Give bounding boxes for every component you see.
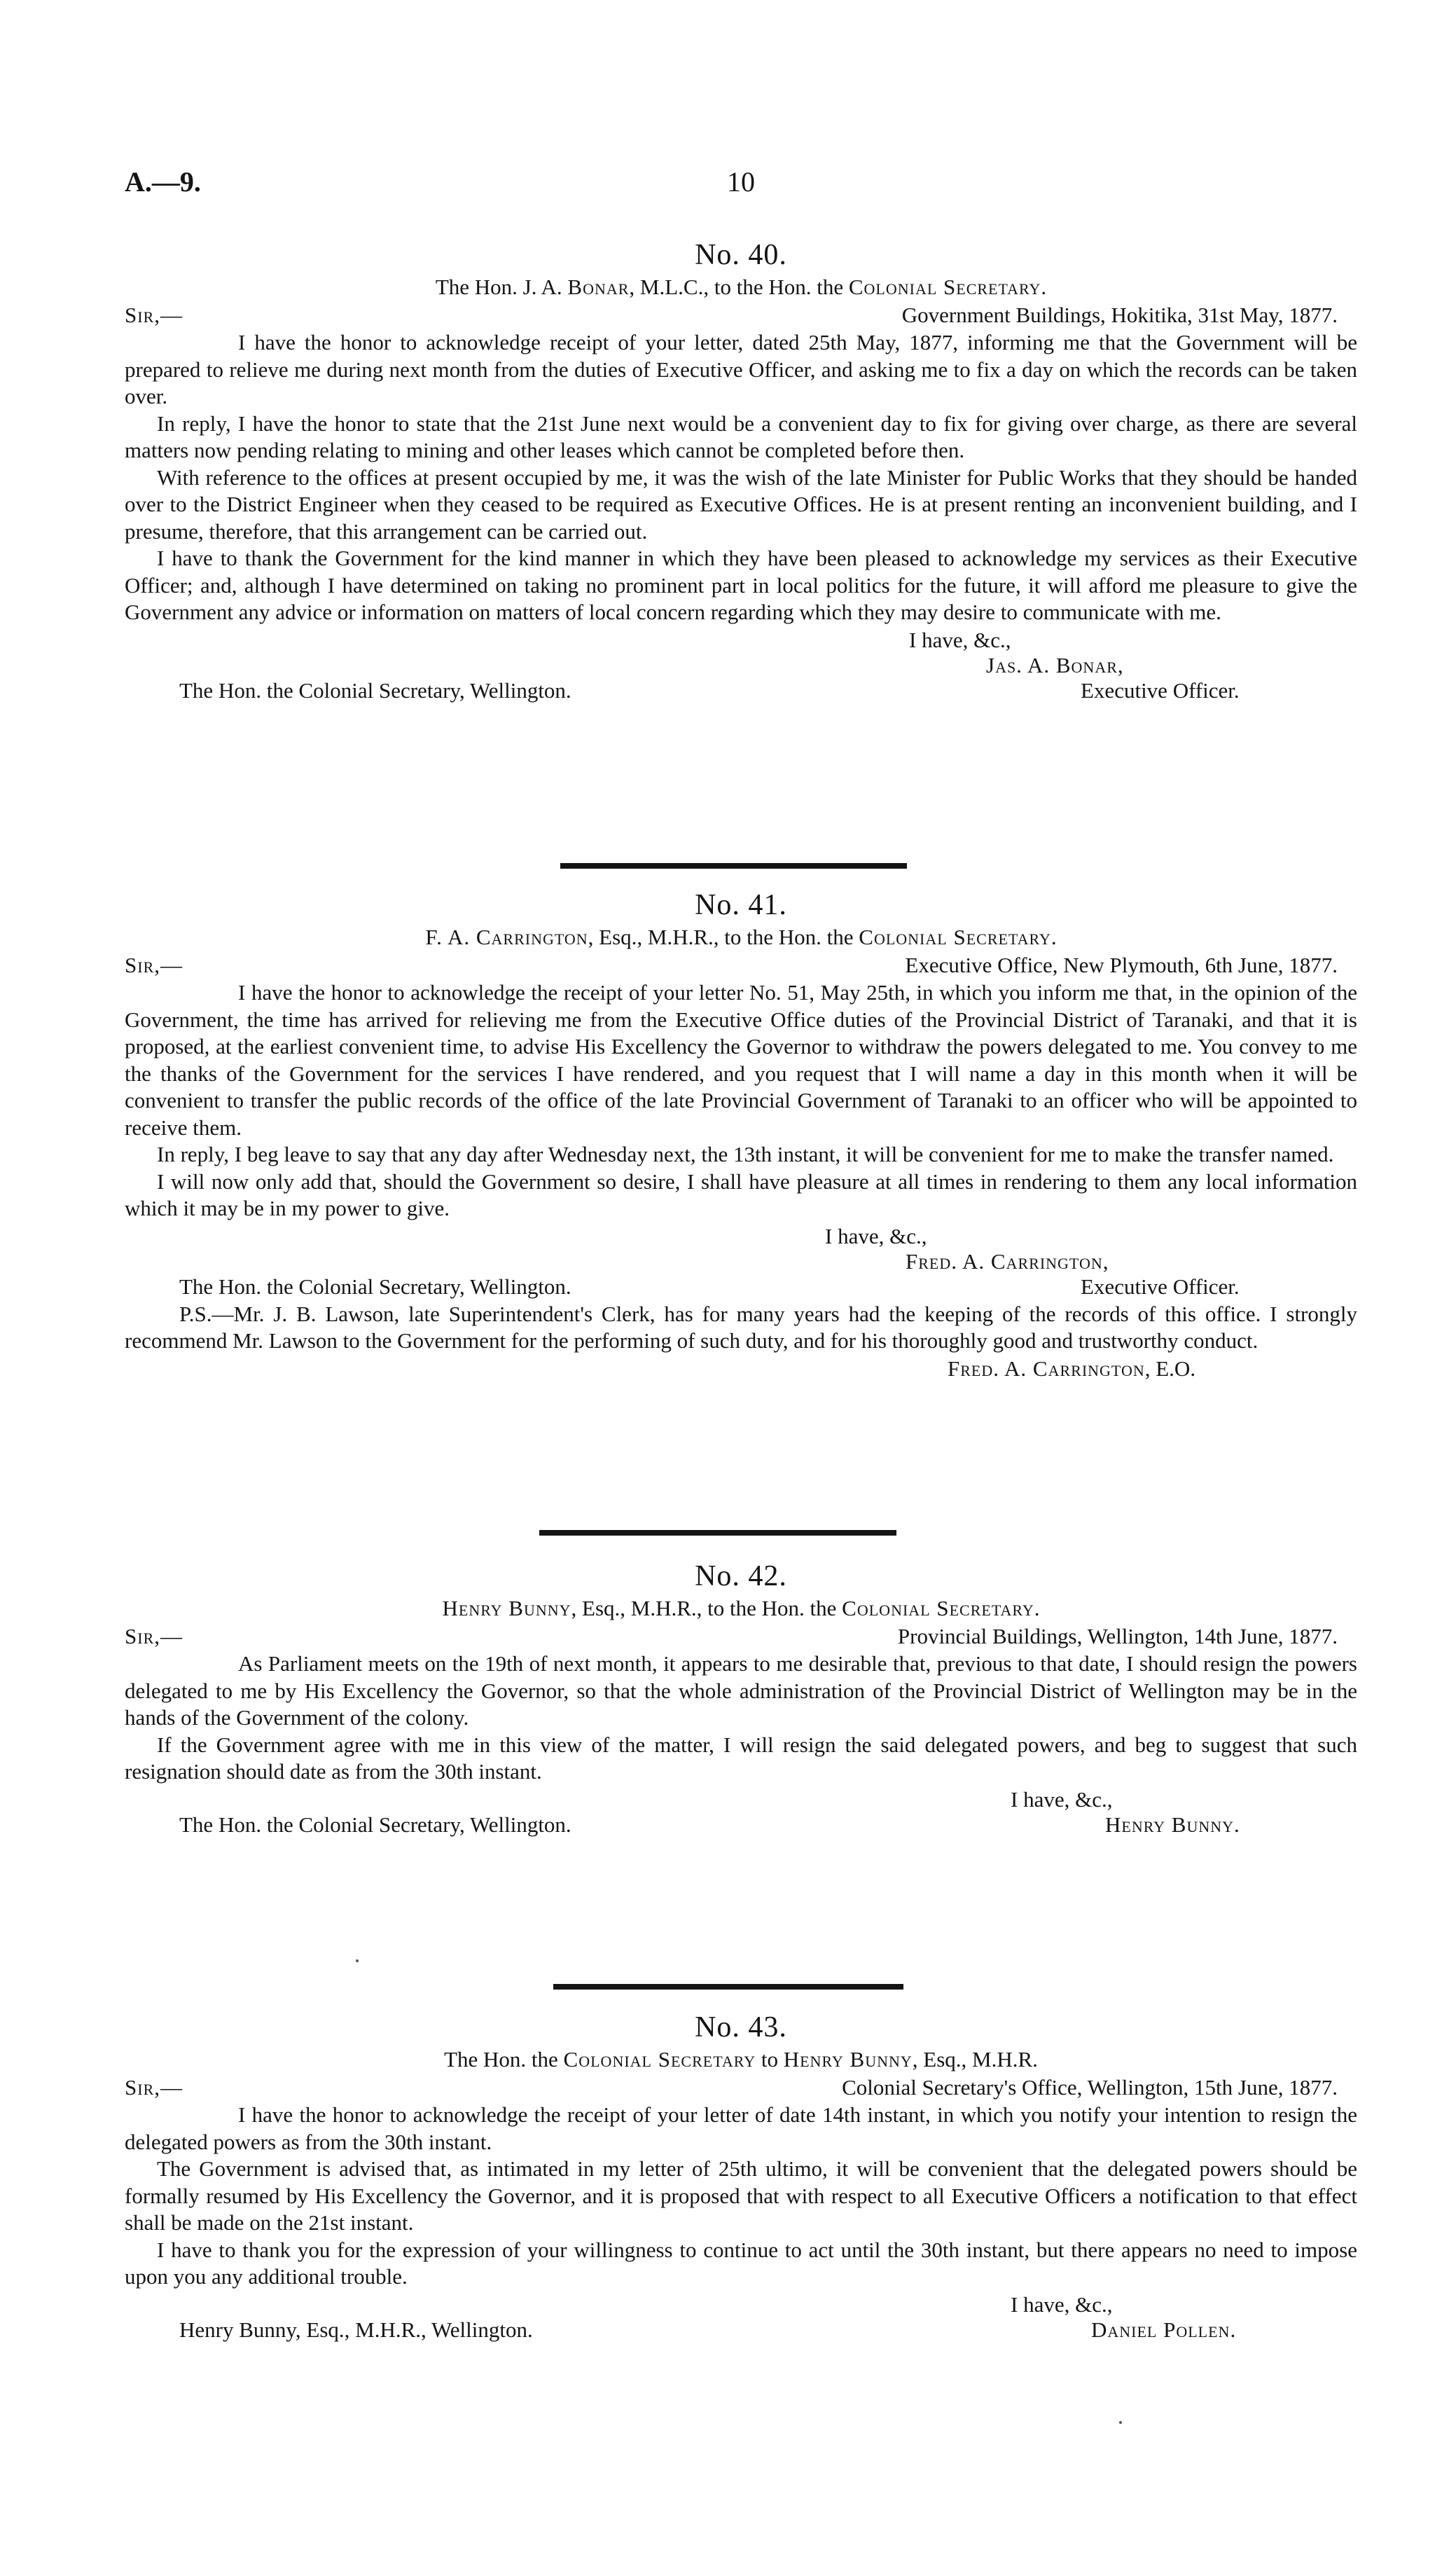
- letter-number: No. 40.: [695, 239, 787, 271]
- postscript: P.S.—Mr. J. B. Lawson, late Superintendent's Clerk, has for many years had the keeping of the records of this office. I strongly recommend Mr. Lawson to the Government for the performing of such duty, and for his thoroughly good and trustworthy conduct.: [125, 1301, 1357, 1353]
- print-speck: [356, 1959, 359, 1962]
- place-date: Executive Office, New Plymouth, 6th June, 1877.: [905, 953, 1338, 977]
- page-number: 10: [727, 166, 755, 198]
- letter-number: No. 43.: [695, 2011, 787, 2043]
- paragraph: In reply, I have the honor to state that the 21st June next would be a convenient day to fix for giving over charge, as there are several matters now pending relating to mining and other leases which cannot be completed before then.: [125, 411, 1357, 462]
- section-divider: [553, 1984, 903, 1990]
- paragraph: As Parliament meets on the 19th of next month, it appears to me desirable that, previous to that date, I should resign the powers delegated to me by His Excellency the Governor, so that the whole administration of the Provincial District of Wellington may be in the hands of the Government of the colony.: [125, 1651, 1357, 1730]
- letter-heading: The Hon. J. A. Bonar, M.L.C., to the Hon. the Colonial Secretary.: [435, 275, 1047, 299]
- place-date: Provincial Buildings, Wellington, 14th June, 1877.: [897, 1624, 1338, 1648]
- salutation: Sir,—: [125, 303, 183, 327]
- page-header: [125, 165, 1357, 207]
- signer-title: Executive Officer.: [1081, 677, 1240, 703]
- paragraph: I have to thank you for the expression of your willingness to continue to act until the 30th instant, but there appears no need to impose upon you any additional trouble.: [125, 2237, 1357, 2289]
- letter-42: [125, 1558, 1357, 1839]
- paragraph: I have to thank the Government for the kind manner in which they have been pleased to acknowledge my services as their Executive Officer; and, although I have determined on taking no prominent part in local politics for the future, it will afford me pleasure to give the Government any advice or information on matters of local concern regarding which they may desire to communicate with me.: [125, 546, 1357, 624]
- page-reference: A.—9.: [125, 166, 201, 198]
- salutation: Sir,—: [125, 953, 183, 977]
- paragraph: If the Government agree with me in this view of the matter, I will resign the said delegated powers, and beg to suggest that such resignation should date as from the 30th instant.: [125, 1732, 1357, 1784]
- signature: Fred. A. Carrington,: [906, 1248, 1109, 1274]
- paragraph: The Government is advised that, as intimated in my letter of 25th ultimo, it will be convenient that the delegated powers should be formally resumed by His Excellency the Governor, and it is proposed that with respect to all Executive Officers a notification to that effect shall be made on the 21st instant.: [125, 2156, 1357, 2235]
- salutation-row: [125, 2074, 1357, 2102]
- salutation: Sir,—: [125, 2075, 183, 2100]
- paragraph: I have the honor to acknowledge the receipt of your letter of date 14th instant, in which you notify your intention to resign the delegated powers as from the 30th instant.: [125, 2102, 1357, 2154]
- print-speck: [1119, 2421, 1122, 2424]
- paragraph: I will now only add that, should the Government so desire, I shall have pleasure at all times in rendering to them any local information which it may be in my power to give.: [125, 1169, 1357, 1220]
- letter-number: No. 41.: [695, 889, 787, 921]
- addressee: The Hon. the Colonial Secretary, Wellington.: [179, 677, 571, 703]
- letter-40: [125, 237, 1357, 705]
- paragraph: With reference to the offices at present occupied by me, it was the wish of the late Minister for Public Works that they should be handed over to the District Engineer when they ceased to be required as Executive Offices. He is at present renting an inconvenient building, and I presume, therefore, that this arrangement can be carried out.: [125, 464, 1357, 544]
- letter-number: No. 42.: [695, 1560, 787, 1592]
- place-date: Colonial Secretary's Office, Wellington, 15th June, 1877.: [842, 2075, 1338, 2100]
- letter-43: [125, 2009, 1357, 2344]
- addressee: The Hon. the Colonial Secretary, Wellington.: [179, 1274, 571, 1299]
- closing: I have, &c.,: [825, 1223, 927, 1248]
- letter-heading: Henry Bunny, Esq., M.H.R., to the Hon. the Colonial Secretary.: [442, 1596, 1040, 1620]
- closing: I have, &c.,: [1011, 2291, 1113, 2317]
- place-date: Government Buildings, Hokitika, 31st May, 1877.: [901, 303, 1338, 327]
- addressee: The Hon. the Colonial Secretary, Wellington.: [179, 1812, 571, 1837]
- salutation-row: [125, 1622, 1357, 1650]
- signer-title: Executive Officer.: [1081, 1274, 1240, 1299]
- salutation-row: [125, 951, 1357, 979]
- letter-heading: F. A. Carrington, Esq., M.H.R., to the Hon. the Colonial Secretary.: [425, 925, 1057, 949]
- signature: Jas. A. Bonar,: [986, 652, 1124, 677]
- paragraph: I have the honor to acknowledge the receipt of your letter No. 51, May 25th, in which you inform me that, in the opinion of the Government, the time has arrived for relieving me from the Executive Office duties of the Provincial District of Taranaki, and that it is proposed, at the earliest convenient time, to advise His Excellency the Governor to withdraw the powers delegated to me. You convey to me the thanks of the Government for the services I have rendered, and you request that I will name a day in this month when it will be convenient to transfer the public records of the office of the late Provincial Government of Taranaki to an officer who will be appointed to receive them.: [125, 980, 1357, 1140]
- section-divider: [539, 1530, 896, 1536]
- closing: I have, &c.,: [909, 627, 1011, 652]
- paragraph: In reply, I beg leave to say that any day after Wednesday next, the 13th instant, it will be convenient for me to make the transfer named.: [157, 1142, 1334, 1166]
- salutation: Sir,—: [125, 1624, 183, 1648]
- section-divider: [560, 863, 907, 869]
- signature: Henry Bunny.: [1105, 1812, 1240, 1837]
- letter-heading: The Hon. the Colonial Secretary to Henry Bunny, Esq., M.H.R.: [444, 2047, 1038, 2072]
- letter-41: [125, 887, 1357, 1383]
- addressee: Henry Bunny, Esq., M.H.R., Wellington.: [179, 2317, 533, 2342]
- paragraph: I have the honor to acknowledge receipt of your letter, dated 25th May, 1877, informing me that the Government will be prepared to relieve me during next month from the duties of Executive Officer, and asking me to fix a day on which the records can be taken over.: [125, 330, 1357, 408]
- closing: I have, &c.,: [1011, 1786, 1113, 1812]
- salutation-row: [125, 301, 1357, 329]
- signature: Daniel Pollen.: [1091, 2317, 1237, 2342]
- ps-signature: Fred. A. Carrington, E.O.: [948, 1356, 1196, 1381]
